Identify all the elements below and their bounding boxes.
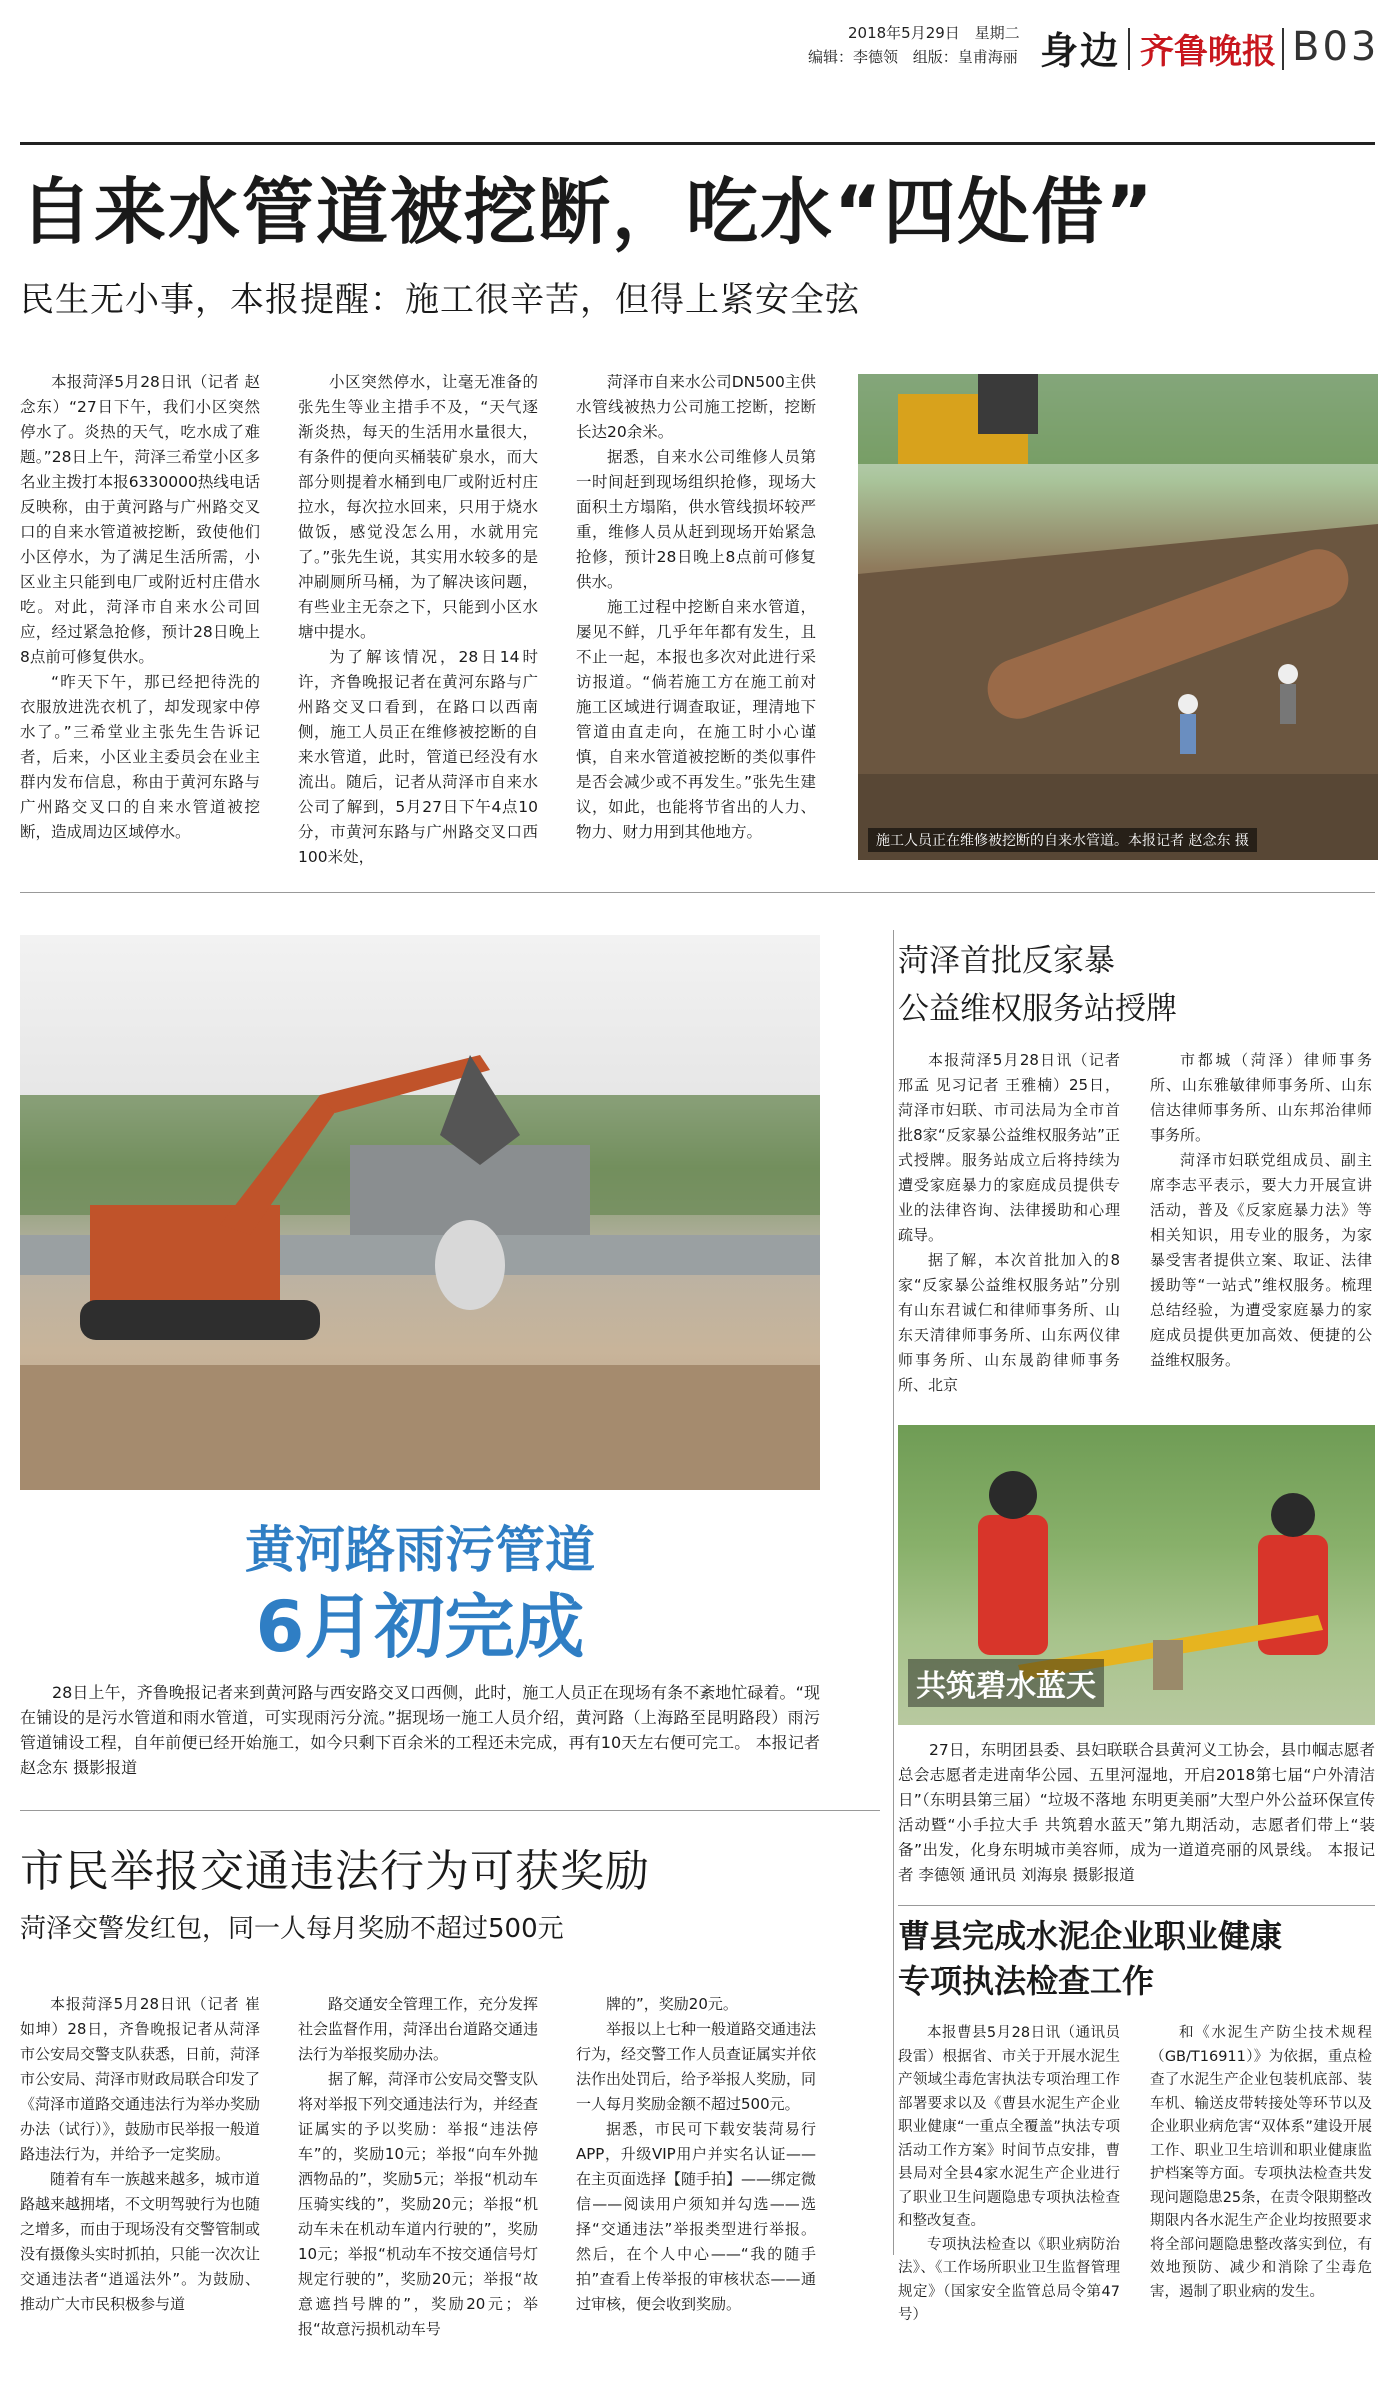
editor: 编辑：李德领 <box>808 48 899 66</box>
main-headline: 自来水管道被挖断，吃水“四处借” <box>20 170 1155 254</box>
paragraph: 举报以上七种一般道路交通违法行为，经交警工作人员查证属实并依法作出处罚后，给予举报人奖励，同一人每月奖励金额不超过500元。 <box>576 2020 817 2113</box>
pipe-repair-illustration <box>858 374 1378 860</box>
children-seesaw-photo <box>898 1425 1375 1725</box>
section-name: 身边 <box>1040 29 1121 73</box>
paragraph: 本报曹县5月28日讯（通讯员 段雷）根据省、市关于开展水泥生产领域尘毒危害执法专项治理工作部署要求以及《曹县水泥生产企业职业健康“一重点全覆盖”执法专项活动工作方案》时间节点安排，曹县局对全县4家水泥生产企业进行了职业卫生问题隐患专项执法检查和整改复查。 <box>898 2025 1120 2229</box>
paragraph: 菏泽市自来水公司DN500主供水管线被热力公司施工挖断，挖断长达20余米。 <box>576 373 816 441</box>
paragraph: 28日上午，齐鲁晚报记者来到黄河路与西安路交叉口西侧，此时，施工人员正在现场有条不紊地忙碌着。“现在铺设的是污水管道和雨水管道，可实现雨污分流。”据现场一施工人员介绍，黄河路（上海路至昆明路段）雨污管道铺设工程，自年前便已经开始施工，如今只剩下百余米的工程还未完成，再有10天左右便可完工。 本报记者 赵念东 摄影报道 <box>20 1683 820 1777</box>
paragraph: 菏泽市妇联党组成员、副主席李志平表示，要大力开展宣讲活动，普及《反家庭暴力法》等相关知识，用专业的服务，为家暴受害者提供立案、取证、法律援助等“一站式”维权服务。梳理总结经验，为遭受家庭暴力的家庭成员提供更加高效、便捷的公益维权服务。 <box>1150 1151 1372 1369</box>
traffic-subheadline: 菏泽交警发红包，同一人每月奖励不超过500元 <box>20 1914 564 1944</box>
paragraph: 据了解，本次首批加入的8家“反家暴公益维权服务站”分别有山东君诚仁和律师事务所、山东天清律师事务所、山东两仪律师事务所、山东晟韵律师事务所、北京 <box>898 1251 1120 1394</box>
traffic-headline: 市民举报交通违法行为可获奖励 <box>20 1846 650 1897</box>
paragraph: 牌的”，奖励20元。 <box>606 1995 738 2013</box>
edition-date <box>848 22 1020 44</box>
paragraph: 路交通安全管理工作，充分发挥社会监督作用，菏泽出台道路交通违法行为举报奖励办法。 <box>298 1995 539 2063</box>
cement-col-1 <box>898 2022 1120 2328</box>
antiviolence-headline-2: 公益维权服务站授牌 <box>898 991 1177 1027</box>
excavator-photo <box>20 935 820 1490</box>
main-col-3 <box>576 370 816 845</box>
photo-caption: 施工人员正在维修被挖断的自来水管道。本报记者 赵念东 摄 <box>868 828 1257 852</box>
main-subheadline: 民生无小事，本报提醒：施工很辛苦，但得上紧安全弦 <box>20 280 860 320</box>
yellow-river-headline-2: 6月初完成 <box>255 1586 585 1668</box>
paragraph: 据悉，市民可下载安装菏易行APP，升级VIP用户并实名认证——在主页面选择【随手拍】——绑定微信——阅读用户须知并勾选——选择“交通违法”举报类型进行举报。然后，在个人中心——“我的随手拍”查看上传举报的审核状态——通过审核，便会收到奖励。 <box>576 2120 817 2313</box>
bluewater-body <box>898 1738 1375 1888</box>
editor-credits <box>808 46 1018 68</box>
paragraph: 据了解，菏泽市公安局交警支队将对举报下列交通违法行为，并经查证属实的予以奖励：举报“违法停车”的，奖励10元；举报“向车外抛洒物品的”，奖励5元；举报“机动车压骑实线的”，奖励20元；举报“机动车未在机动车道内行驶的”，奖励10元；举报“机动车不按交通信号灯规定行驶的”，奖励20元；举报“故意遮挡号牌的”，奖励20元；举报“故意污损机动车号 <box>298 2070 539 2338</box>
antiviolence-col-2 <box>1150 1048 1372 1373</box>
paragraph: 专项执法检查以《职业病防治法》、《工作场所职业卫生监督管理规定》（国家安全监管总局令第47号） <box>898 2236 1120 2323</box>
layout-editor: 组版：皇甫海丽 <box>912 48 1018 66</box>
paragraph: 随着有车一族越来越多，城市道路越来越拥堵，不文明驾驶行为也随之增多，而由于现场没有交警管制或没有摄像头实时抓拍，只能一次次让交通违法者“逍遥法外”。为鼓励、推动广大市民积极参与道 <box>20 2170 261 2313</box>
traffic-col-3 <box>576 1992 816 2317</box>
yellow-river-headline-1: 黄河路雨污管道 <box>245 1521 595 1579</box>
paragraph: “昨天下午，那已经把待洗的衣服放进洗衣机了，却发现家中停水了。”三希堂业主张先生告诉记者，后来，小区业主委员会在业主群内发布信息，称由于黄河东路与广州路交叉口的自来水管道被挖断，造成周边区域停水。 <box>20 673 260 841</box>
photo-label: 共筑碧水蓝天 <box>908 1659 1104 1707</box>
paragraph: 本报菏泽5月28日讯（记者 崔如坤）28日，齐鲁晚报记者从菏泽市公安局交警支队获悉，日前，菏泽市公安局、菏泽市财政局联合印发了《菏泽市道路交通违法行为举办奖励办法（试行）》，鼓励市民举报一般道路违法行为，并给予一定奖励。 <box>20 1995 261 2163</box>
header-rule <box>20 142 1375 145</box>
column-rule <box>893 930 894 2255</box>
section-rule <box>20 892 1375 893</box>
paragraph: 施工过程中挖断自来水管道，屡见不鲜，几乎年年都有发生，且不止一起，本报也多次对此进行采访报道。“倘若施工方在施工前对施工区域进行调查取证，理清地下管道由直走向，在施工时小心谨慎，自来水管道被挖断的类似事件是否会减少或不再发生。”张先生建议，如此，也能将节省出的人力、物力、财力用到其他地方。 <box>576 598 816 841</box>
paragraph: 本报菏泽5月28日讯（记者 赵念东）“27日下午，我们小区突然停水了。炎热的天气，吃水成了难题。”28日上午，菏泽三希堂小区多名业主拨打本报6330000热线电话反映称，由于黄河路与广州路交叉口的自来水管道被挖断，致使他们小区停水，为了满足生活所需，小区业主只能到电厂或附近村庄借水吃。对此，菏泽市自来水公司回应，经过紧急抢修，预计28日晚上8点前可修复供水。 <box>20 373 260 666</box>
main-col-2 <box>298 370 538 870</box>
pipe-repair-photo <box>858 374 1378 860</box>
section-rule <box>898 1905 1375 1906</box>
paper-logo: 齐鲁晚报 <box>1140 32 1276 72</box>
cement-headline-2: 专项执法检查工作 <box>898 1962 1155 2000</box>
page-number: B03 <box>1292 24 1380 70</box>
antiviolence-col-1 <box>898 1048 1120 1398</box>
weekday: 星期二 <box>974 24 1020 42</box>
paragraph: 和《水泥生产防尘技术规程（GB/T16911）》为依据，重点检查了水泥生产企业包装机底部、装车机、输送皮带转接处等环节以及企业职业病危害“双体系”建设开展工作、职业卫生培训和职业健康监护档案等方面。专项执法检查共发现问题隐患25条，在责令限期整改期限内各水泥生产企业均按照要求将全部问题隐患整改落实到位，有效地预防、减少和消除了尘毒危害，遏制了职业病的发生。 <box>1150 2025 1372 2300</box>
paragraph: 本报菏泽5月28日讯（记者 邢孟 见习记者 王雅楠）25日，菏泽市妇联、市司法局为全市首批8家“反家暴公益维权服务站”正式授牌。服务站成立后将持续为遭受家庭暴力的家庭成员提供专业的法律咨询、法律援助和心理疏导。 <box>898 1051 1120 1244</box>
divider-bar <box>1128 28 1130 70</box>
excavator-illustration <box>20 935 820 1490</box>
cement-headline-1: 曹县完成水泥企业职业健康 <box>898 1917 1283 1955</box>
paragraph: 为了解该情况，28日14时许，齐鲁晚报记者在黄河东路与广州路交叉口看到，在路口以西南侧，施工人员正在维修被挖断的自来水管道，此时，管道已经没有水流出。随后，记者从菏泽市自来水公司了解到，5月27日下午4点10分，市黄河东路与广州路交叉口西100米处， <box>298 648 538 866</box>
date: 2018年5月29日 <box>848 24 960 42</box>
traffic-col-2 <box>298 1992 538 2342</box>
paragraph: 据悉，自来水公司维修人员第一时间赶到现场组织抢修，现场大面积土方塌陷，供水管线损坏较严重，维修人员从赶到现场开始紧急抢修，预计28日晚上8点前可修复供水。 <box>576 448 816 591</box>
antiviolence-headline-1: 菏泽首批反家暴 <box>898 943 1115 979</box>
divider-bar <box>1282 28 1284 70</box>
paragraph: 小区突然停水，让毫无准备的张先生等业主措手不及，“天气逐渐炎热，每天的生活用水量很大，有条件的便向买桶装矿泉水，而大部分则提着水桶到电厂或附近村庄拉水，每次拉水回来，只用于烧水做饭，感觉没怎么用，水就用完了。”张先生说，其实用水较多的是冲刷厕所马桶，为了解决该问题，有些业主无奈之下，只能到小区水塘中提水。 <box>298 373 538 641</box>
section-rule <box>20 1810 880 1811</box>
yellow-river-body <box>20 1680 820 1780</box>
paragraph: 市都城（菏泽）律师事务所、山东雅敏律师事务所、山东信达律师事务所、山东邦治律师事务所。 <box>1150 1051 1372 1144</box>
main-col-1 <box>20 370 260 845</box>
cement-col-2 <box>1150 2022 1372 2304</box>
traffic-col-1 <box>20 1992 260 2317</box>
paragraph: 27日，东明团县委、县妇联联合县黄河义工协会，县巾帼志愿者总会志愿者走进南华公园、五里河湿地，开启2018第七届“户外清洁日”（东明县第三届）“垃圾不落地 东明更美丽”大型户外公益环保宣传活动暨“小手拉大手 共筑碧水蓝天”第九期活动，志愿者们带上“装备”出发，化身东明城市美容师，成为一道道亮丽的风景线。 本报记者 李德领 通讯员 刘海泉 摄影报道 <box>898 1741 1375 1884</box>
